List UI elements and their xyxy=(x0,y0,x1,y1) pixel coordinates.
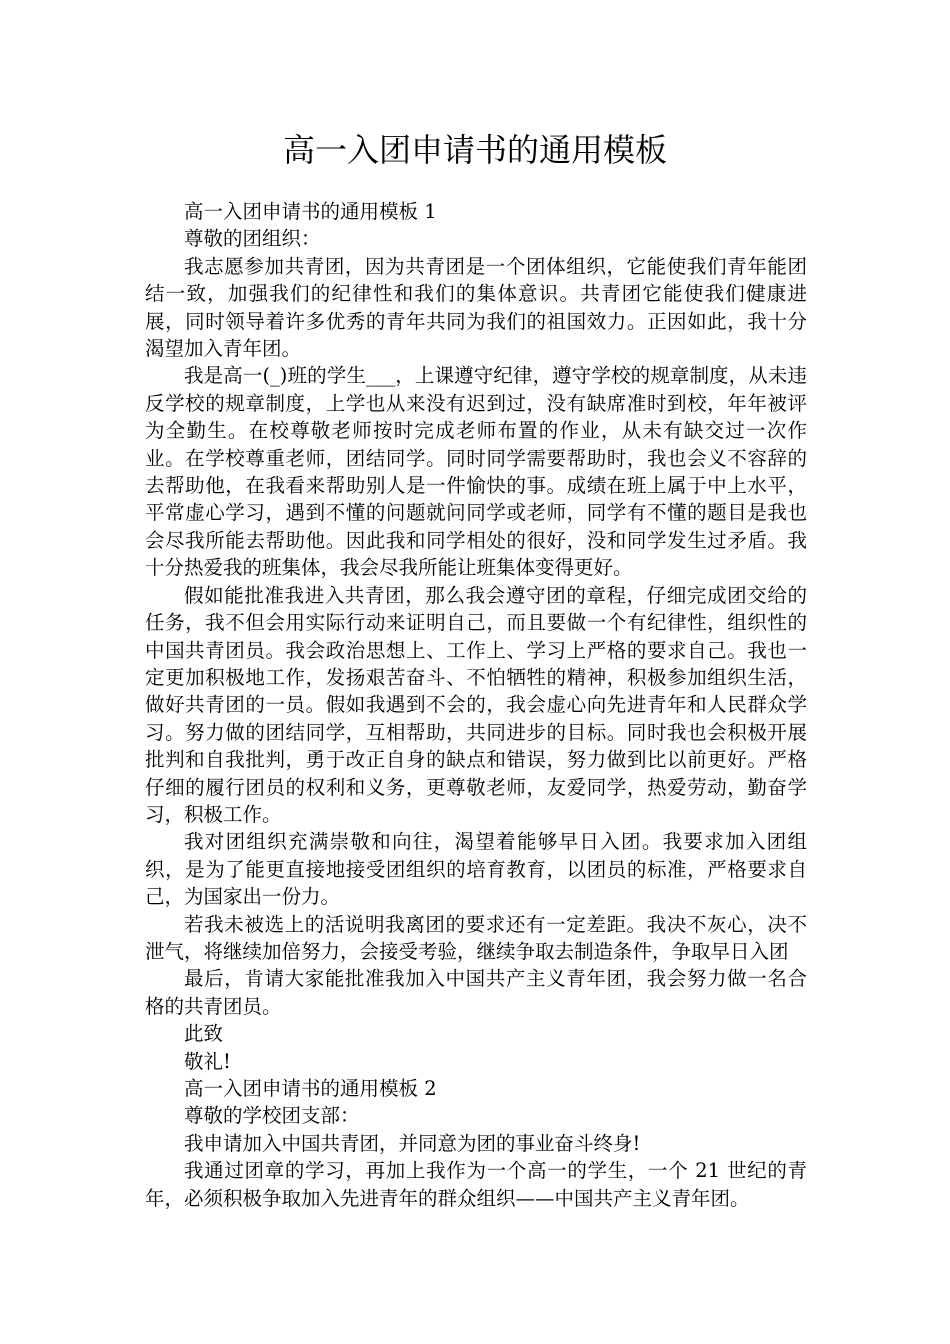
document-body xyxy=(145,198,807,1212)
paragraph: 最后，肯请大家能批准我加入中国共产主义青年团，我会努力做一名合格的共青团员。 xyxy=(145,967,807,1018)
paragraph: 若我未被选上的活说明我离团的要求还有一定差距。我决不灰心，决不泄气，将继续加倍努力，会接受考验，继续争取去制造条件，争取早日入团 xyxy=(145,912,807,963)
closing-salute: 敬礼! xyxy=(184,1049,231,1073)
paragraph: 我申请加入中国共青团，并同意为团的事业奋斗终身! xyxy=(184,1131,641,1155)
paragraph: 我对团组织充满崇敬和向往，渴望着能够早日入团。我要求加入团组织，是为了能更直接地接受团组织的培育教育，以团员的标准，严格要求自己，为国家出一份力。 xyxy=(145,830,807,909)
paragraph: 我是高一(_)班的学生___，上课遵守纪律，遵守学校的规章制度，从未违反学校的规章制度，上学也从来没有迟到过，没有缺席准时到校，年年被评为全勤生。在校尊敬老师按时完成老师布置的作业，从未有缺交过一次作业。在学校尊重老师，团结同学。同时同学需要帮助时，我也会义不容辞的去帮助他，在我看来帮助别人是一件愉快的事。成绩在班上属于中上水平，平常虚心学习，遇到不懂的问题就问同学或老师，同学有不懂的题目是我也会尽我所能去帮助他。因此我和同学相处的很好，没和同学发生过矛盾。我十分热爱我的班集体，我会尽我所能让班集体变得更好。 xyxy=(145,364,807,580)
closing-line: 此致 xyxy=(184,1022,224,1046)
section-heading-1: 高一入团申请书的通用模板 1 xyxy=(184,200,437,223)
document-title: 高一入团申请书的通用模板 xyxy=(282,131,667,169)
section-heading-2: 高一入团申请书的通用模板 2 xyxy=(184,1077,437,1100)
salutation-1: 尊敬的团组织： xyxy=(184,227,321,251)
paragraph: 假如能批准我进入共青团，那么我会遵守团的章程，仔细完成团交给的任务，我不但会用实际行动来证明自己，而且要做一个有纪律性，组织性的中国共青团员。我会政治思想上、工作上、学习上严格的要求自己。我也一定更加积极地工作，发扬艰苦奋斗、不怕牺牲的精神，积极参加组织生活，做好共青团的一员。假如我遇到不会的，我会虚心向先进青年和人民群众学习。努力做的团结同学，互相帮助，共同进步的目标。同时我也会积极开展批判和自我批判，勇于改正自身的缺点和错误，努力做到比以前更好。严格仔细的履行团员的权利和义务，更尊敬老师，友爱同学，热爱劳动，勤奋学习，积极工作。 xyxy=(145,583,807,826)
paragraph: 我通过团章的学习，再加上我作为一个高一的学生，一个 21 世纪的青年，必须积极争取加入先进青年的群众组织——中国共产主义青年团。 xyxy=(145,1159,807,1210)
salutation-2: 尊敬的学校团支部： xyxy=(184,1104,360,1128)
paragraph: 我志愿参加共青团，因为共青团是一个团体组织，它能使我们青年能团结一致，加强我们的纪律性和我们的集体意识。共青团它能使我们健康进展，同时领导着许多优秀的青年共同为我们的祖国效力。正因如此，我十分渴望加入青年团。 xyxy=(145,254,807,361)
